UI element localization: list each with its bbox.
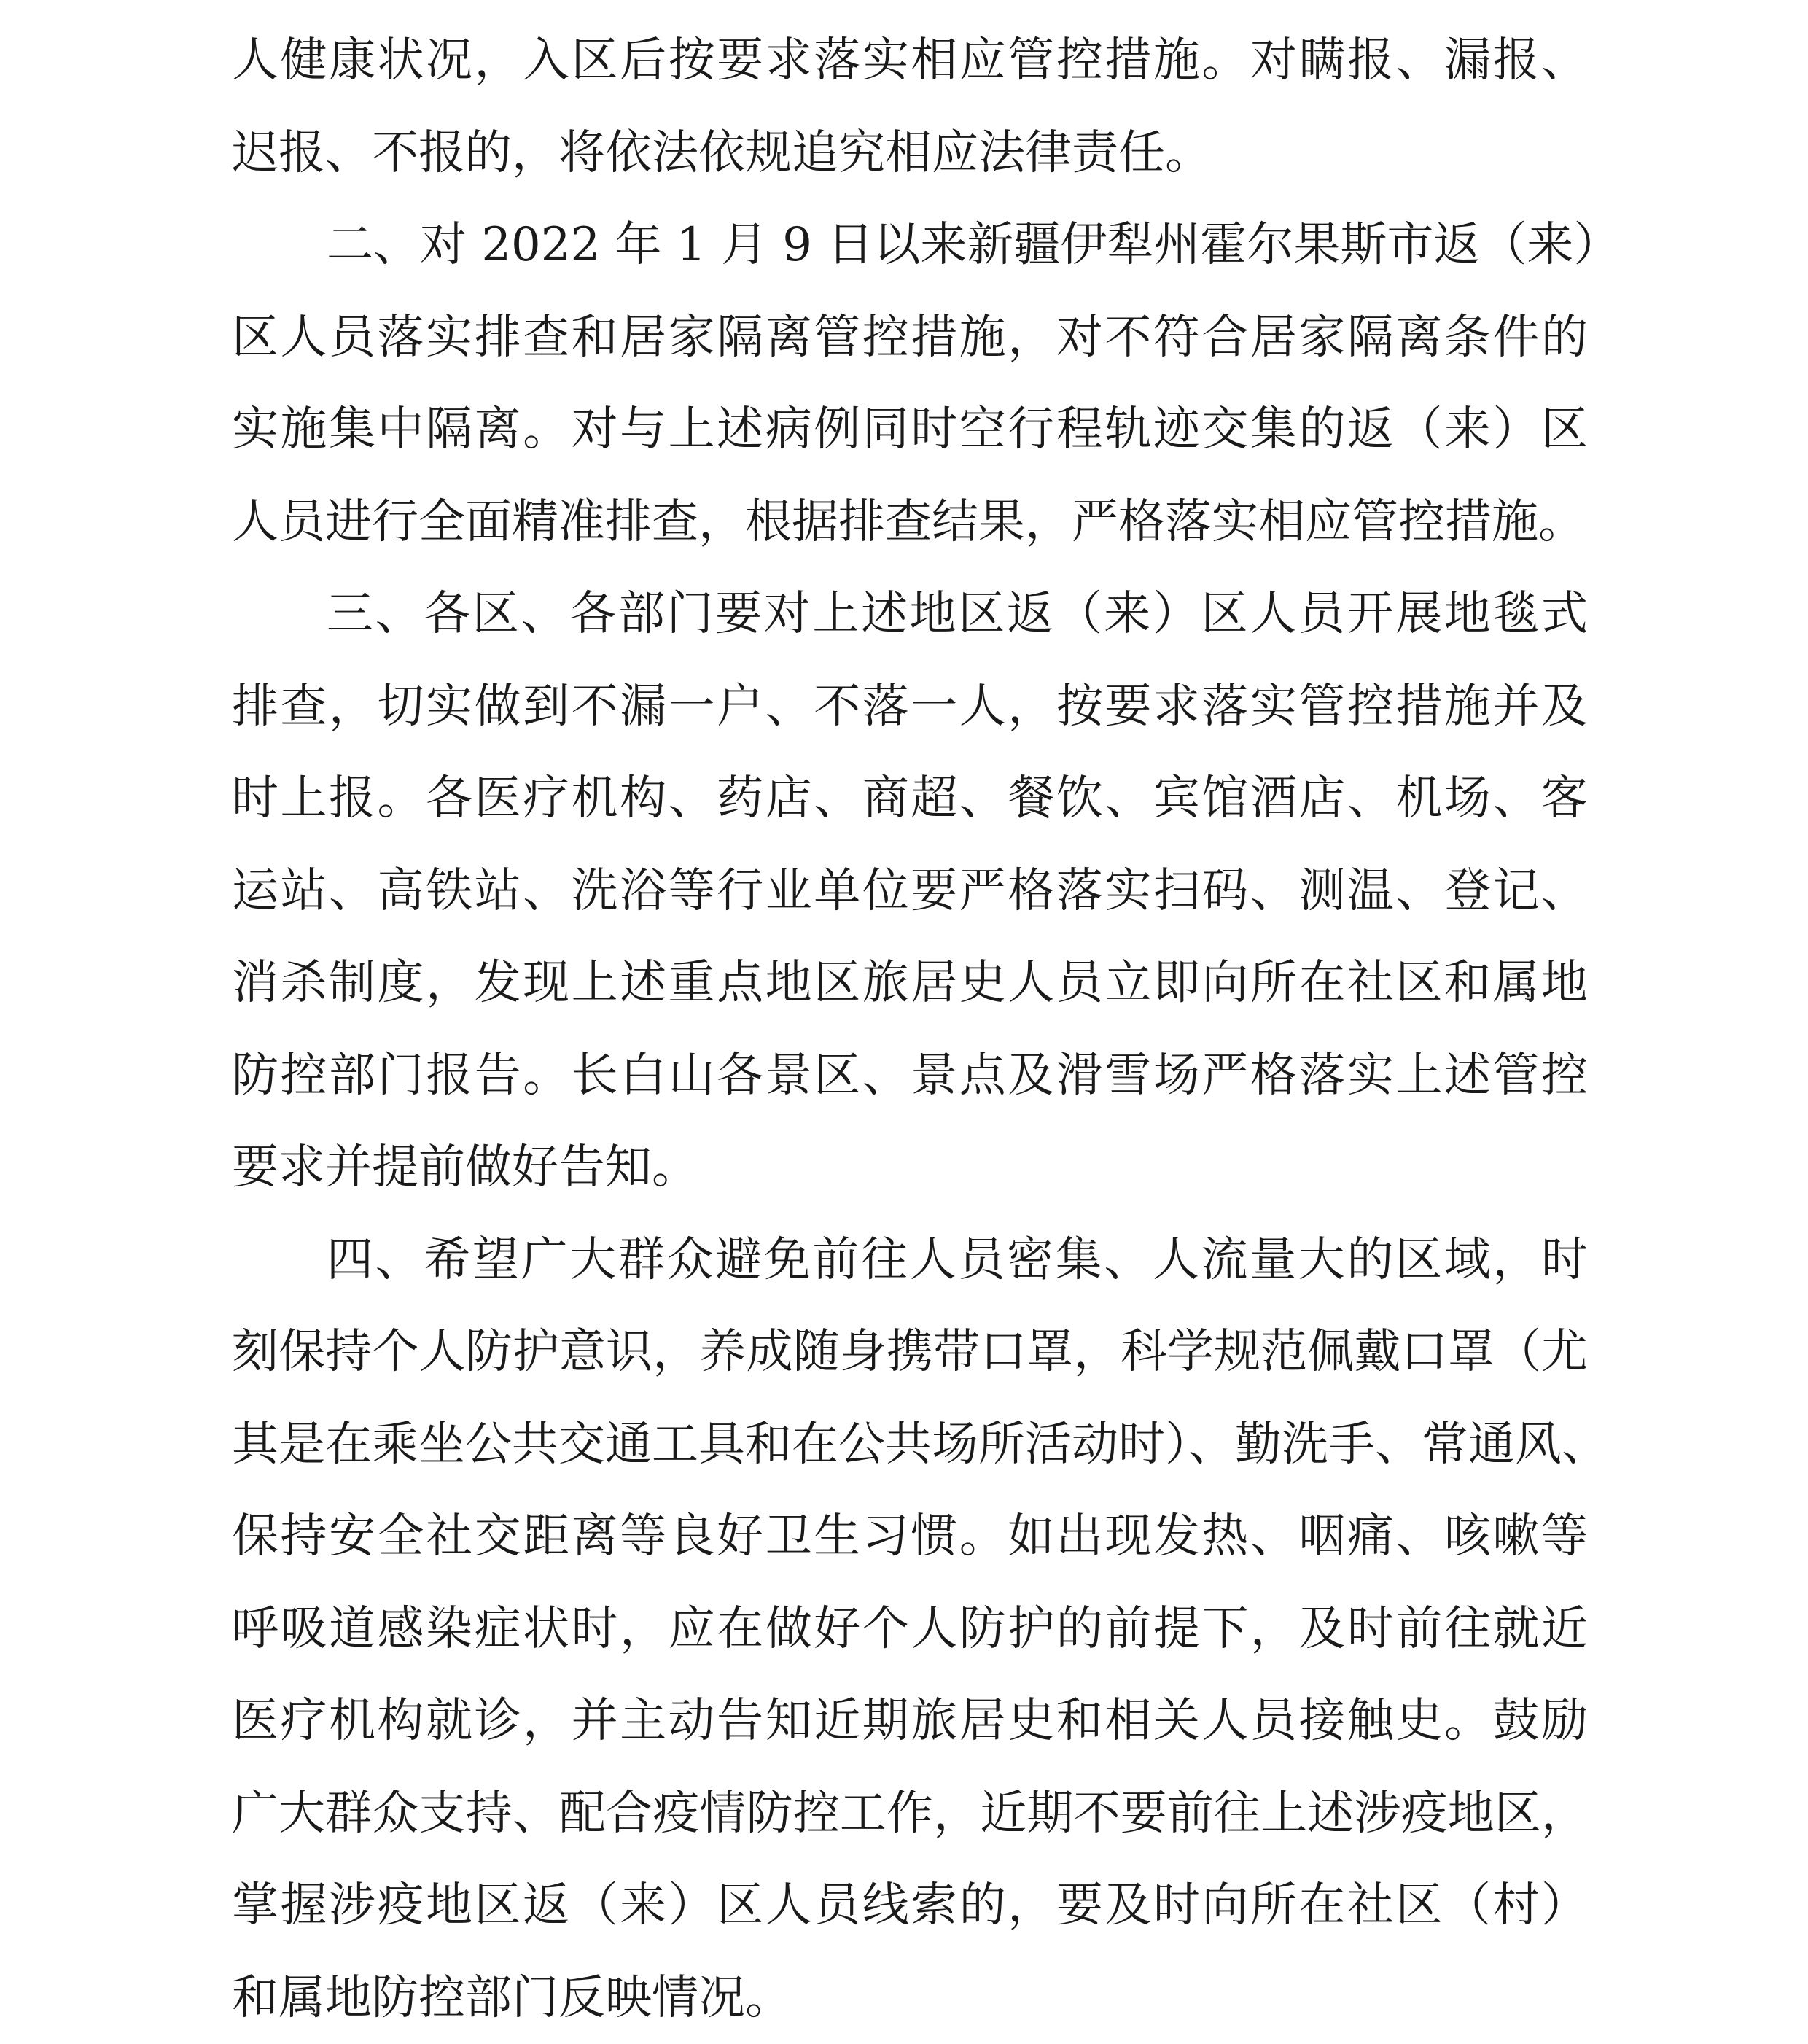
text-line: 人健康状况，入区后按要求落实相应管控措施。对瞒报、漏报、: [232, 15, 1588, 107]
text-line: 消杀制度，发现上述重点地区旅居史人员立即向所在社区和属地: [232, 937, 1588, 1030]
text-line: 二、对 2022 年 1 月 9 日以来新疆伊犁州霍尔果斯市返（来）: [232, 199, 1588, 292]
text-line: 迟报、不报的，将依法依规追究相应法律责任。: [232, 107, 1588, 200]
text-line: 刻保持个人防护意识，养成随身携带口罩，科学规范佩戴口罩（尤: [232, 1306, 1588, 1399]
text-line: 运站、高铁站、洗浴等行业单位要严格落实扫码、测温、登记、: [232, 845, 1588, 938]
text-line: 要求并提前做好告知。: [232, 1122, 1588, 1214]
text-line: 四、希望广大群众避免前往人员密集、人流量大的区域，时: [232, 1214, 1588, 1307]
text-line: 排查，切实做到不漏一户、不落一人，按要求落实管控措施并及: [232, 661, 1588, 753]
text-line: 时上报。各医疗机构、药店、商超、餐饮、宾馆酒店、机场、客: [232, 753, 1588, 845]
text-line: 区人员落实排查和居家隔离管控措施，对不符合居家隔离条件的: [232, 292, 1588, 384]
text-line: 保持安全社交距离等良好卫生习惯。如出现发热、咽痛、咳嗽等: [232, 1491, 1588, 1583]
text-line: 三、各区、各部门要对上述地区返（来）区人员开展地毯式: [232, 568, 1588, 661]
text-line: 实施集中隔离。对与上述病例同时空行程轨迹交集的返（来）区: [232, 384, 1588, 476]
text-line: 人员进行全面精准排查，根据排查结果，严格落实相应管控措施。: [232, 476, 1588, 569]
text-line: 和属地防控部门反映情况。: [232, 1952, 1588, 2044]
text-line: 掌握涉疫地区返（来）区人员线索的，要及时向所在社区（村）: [232, 1860, 1588, 1952]
text-line: 医疗机构就诊，并主动告知近期旅居史和相关人员接触史。鼓励: [232, 1675, 1588, 1768]
text-line: 防控部门报告。长白山各景区、景点及滑雪场严格落实上述管控: [232, 1030, 1588, 1122]
document-body: [232, 15, 1588, 2044]
text-line: 其是在乘坐公共交通工具和在公共场所活动时）、勤洗手、常通风、: [232, 1399, 1588, 1491]
text-line: 呼吸道感染症状时，应在做好个人防护的前提下，及时前往就近: [232, 1583, 1588, 1676]
text-line: 广大群众支持、配合疫情防控工作，近期不要前往上述涉疫地区，: [232, 1768, 1588, 1860]
